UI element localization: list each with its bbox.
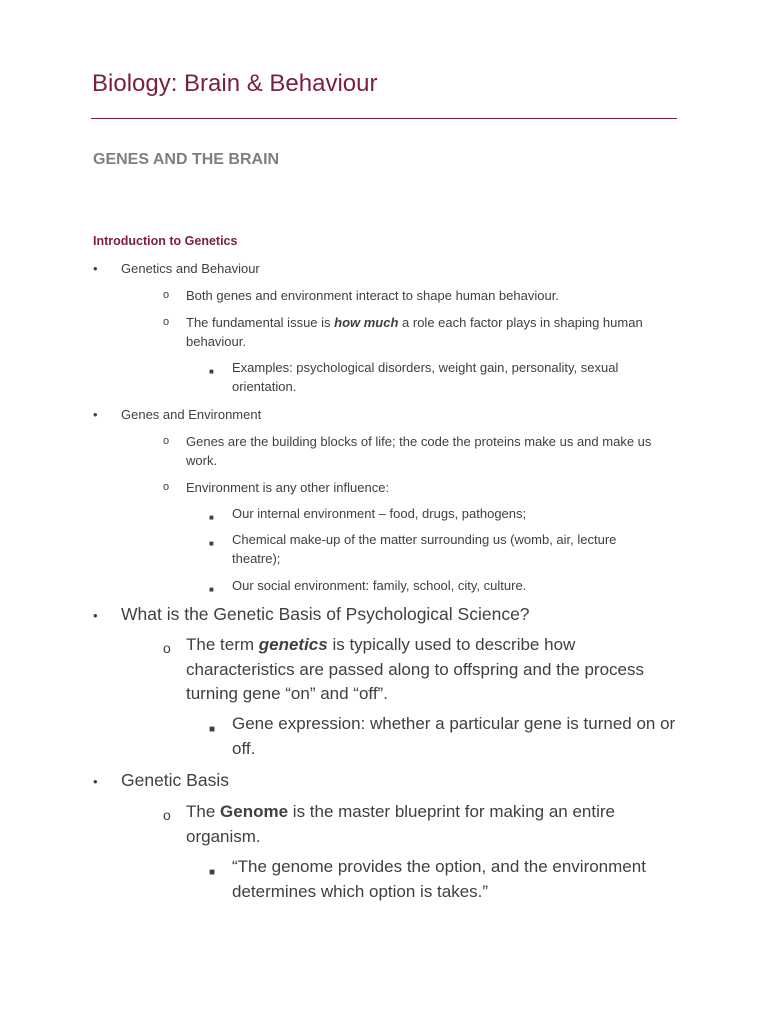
list-item-genes-env-interact: [163, 286, 663, 305]
list-item-text: Both genes and environment interact to shape human behaviour.: [186, 288, 559, 303]
square-marker: ■: [209, 513, 214, 522]
square-marker: ■: [209, 724, 216, 735]
circle-marker: o: [163, 481, 170, 493]
list-item-genetic-basis-question: [93, 602, 673, 626]
list-item-text: What is the Genetic Basis of Psychological Science?: [121, 604, 530, 624]
list-item-text: Genes are the building blocks of life; the code the proteins make us and make us work.: [186, 434, 652, 468]
emphasis-how-much: how much: [334, 315, 399, 330]
list-item-text: [186, 633, 663, 707]
list-item-text: Environment is any other influence:: [186, 480, 390, 495]
list-item-genetic-basis: [93, 768, 673, 792]
bullet-marker: •: [93, 407, 98, 422]
list-item-text: Genes and Environment: [121, 407, 262, 422]
document-title: Biology: Brain & Behaviour: [92, 70, 378, 97]
subheading-intro-genetics: Introduction to Genetics: [93, 234, 238, 248]
list-item-text: Genetic Basis: [121, 770, 229, 790]
list-item-genes-environment: [93, 405, 673, 424]
section-heading: GENES AND THE BRAIN: [93, 151, 280, 168]
circle-marker: o: [163, 435, 170, 447]
list-item-fundamental-issue: [163, 313, 643, 351]
circle-marker: o: [163, 316, 170, 328]
list-item-gene-expression: [209, 712, 679, 761]
circle-marker: o: [163, 289, 170, 301]
emphasis-genetics: genetics: [258, 635, 328, 654]
list-item-examples: [209, 358, 659, 396]
bold-genome: Genome: [220, 802, 289, 821]
list-item-text: Our internal environment – food, drugs, pathogens;: [232, 506, 527, 521]
list-item-text: “The genome provides the option, and the environment determines which option is takes.”: [232, 857, 646, 901]
square-marker: ■: [209, 867, 216, 878]
list-item-chemical-makeup: [209, 530, 659, 568]
list-item-text: Chemical make-up of the matter surrounding us (womb, air, lecture theatre);: [232, 532, 617, 566]
list-item-social-environment: [209, 576, 669, 595]
list-item-text: Examples: psychological disorders, weight gain, personality, sexual orientation.: [232, 360, 619, 394]
square-marker: ■: [209, 585, 214, 594]
bullet-marker: •: [93, 608, 98, 623]
list-item-text: Genetics and Behaviour: [121, 261, 260, 276]
text-segment: The fundamental issue is: [186, 315, 335, 330]
text-segment: The: [186, 802, 221, 821]
list-item-text: [186, 800, 653, 849]
list-item-term-genetics: [163, 633, 663, 707]
list-item-environment-influence: [163, 478, 663, 497]
list-item-genetics-behaviour: [93, 259, 673, 278]
list-item-text: [186, 313, 643, 351]
text-segment: The term: [186, 635, 259, 654]
square-marker: ■: [209, 539, 214, 548]
square-marker: ■: [209, 367, 214, 376]
list-item-genes-building-blocks: [163, 432, 678, 470]
text-segment: a role each factor plays in shaping human behaviour.: [186, 315, 643, 349]
list-item-internal-environment: [209, 504, 669, 523]
bullet-marker: •: [93, 774, 98, 789]
circle-marker: o: [163, 807, 171, 823]
circle-marker: o: [163, 640, 171, 656]
list-item-text: Gene expression: whether a particular gene is turned on or off.: [232, 714, 676, 758]
text-segment: is the master blueprint for making an entire organism.: [186, 802, 615, 846]
text-segment: is typically used to describe how characteristics are passed along to offspring and the process turning gene “on” and “off”.: [186, 635, 645, 703]
title-divider: [91, 118, 677, 119]
list-item-text: Our social environment: family, school, city, culture.: [232, 578, 527, 593]
list-item-genome-quote: [209, 855, 679, 904]
bullet-marker: •: [93, 261, 98, 276]
list-item-genome: [163, 800, 653, 849]
